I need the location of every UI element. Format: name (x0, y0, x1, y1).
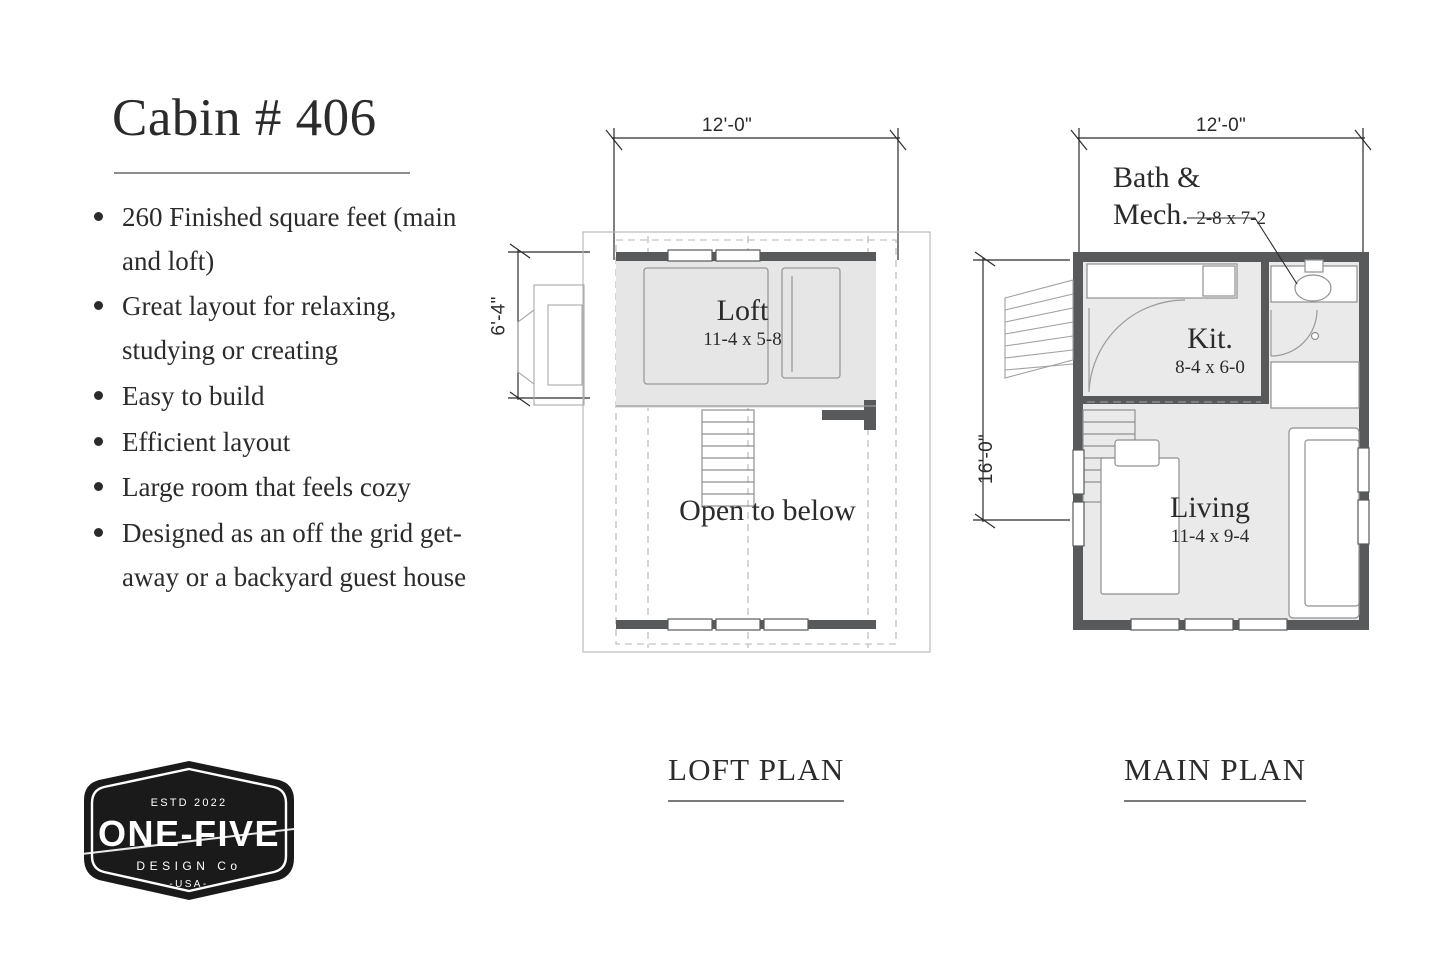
main-caption-underline (1124, 800, 1306, 802)
loft-plan-caption: LOFT PLAN (668, 752, 845, 787)
bath-mech-label (1113, 160, 1266, 233)
loft-caption-underline (668, 800, 844, 802)
living-room-size: 11-4 x 9-4 (1170, 526, 1250, 548)
feature-text: 260 Finished square feet (main and loft) (122, 202, 457, 276)
feature-list (90, 196, 490, 602)
living-room-name: Living (1170, 491, 1250, 524)
page-title: Cabin # 406 (112, 89, 377, 147)
feature-text: Designed as an off the grid get-away or a backyard guest house (122, 518, 467, 592)
logo-name: ONE-FIVE (97, 813, 281, 854)
feature-text: Efficient layout (122, 426, 291, 457)
logo-tagline: DESIGN Co (136, 859, 242, 873)
list-item (90, 512, 490, 599)
kitchen-room-size: 8-4 x 6-0 (1175, 357, 1245, 379)
company-logo (72, 758, 307, 903)
loft-plan-drawing (470, 110, 970, 680)
title-divider (114, 172, 410, 174)
main-plan-caption: MAIN PLAN (1124, 752, 1307, 787)
living-room-label (1110, 492, 1310, 548)
loft-dim-left: 6'-4" (488, 296, 510, 336)
feature-text: Great layout for relaxing, studying or creating (122, 291, 397, 366)
open-to-below-text: Open to below (679, 494, 856, 527)
main-dim-top: 12'-0" (1195, 115, 1247, 136)
list-item (90, 466, 490, 510)
bullet-icon (94, 482, 103, 491)
list-item (90, 421, 490, 465)
loft-room-size: 11-4 x 5-8 (703, 329, 782, 351)
bath-size: 2-8 x 7-2 (1196, 207, 1266, 229)
feature-text: Easy to build (122, 380, 265, 411)
loft-open-below-label (660, 495, 875, 527)
loft-room-name: Loft (716, 294, 769, 327)
loft-dim-top: 12'-0" (701, 115, 753, 136)
bath-label-line1: Bath & (1113, 161, 1201, 194)
kitchen-room-label (1110, 323, 1310, 379)
bullet-icon (94, 301, 103, 310)
logo-country: -USA- (169, 879, 209, 890)
bullet-icon (94, 528, 103, 537)
logo-estd: ESTD 2022 (150, 797, 228, 809)
list-item (90, 196, 490, 283)
bullet-icon (94, 212, 103, 221)
main-dim-left: 16'-0" (976, 433, 998, 485)
list-item (90, 375, 490, 419)
feature-text: Large room that feels cozy (122, 472, 411, 503)
bullet-icon (94, 391, 103, 400)
loft-room-label (645, 295, 840, 351)
bullet-icon (94, 437, 103, 446)
bath-label-line2: Mech. (1113, 197, 1189, 231)
kitchen-room-name: Kit. (1187, 322, 1233, 355)
list-item (90, 285, 490, 372)
